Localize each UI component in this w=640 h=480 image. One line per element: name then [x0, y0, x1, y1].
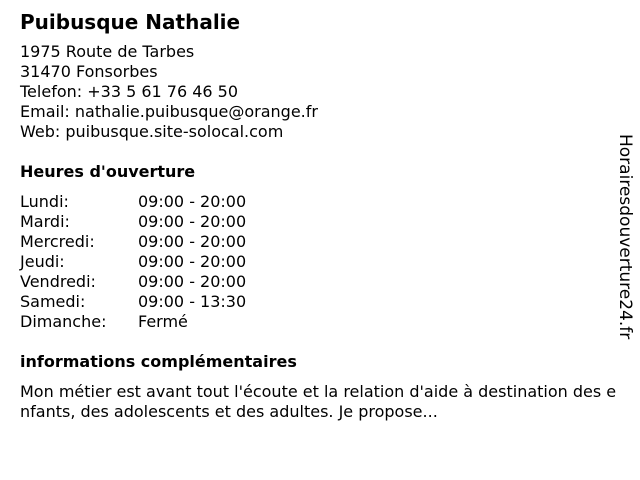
opening-hours-heading: Heures d'ouverture	[20, 162, 196, 181]
hours-row	[20, 252, 610, 272]
hours-time: 09:00 - 20:00	[138, 192, 247, 211]
additional-info-heading: informations complémentaires	[20, 352, 297, 371]
hours-day: Lundi:	[20, 192, 69, 211]
hours-row	[20, 272, 610, 292]
address-street: 1975 Route de Tarbes	[20, 42, 195, 61]
business-name: Puibusque Nathalie	[20, 10, 241, 34]
web-line: Web: puibusque.site-solocal.com	[20, 122, 284, 141]
hours-day: Dimanche:	[20, 312, 107, 331]
hours-time: Fermé	[138, 312, 188, 331]
hours-day: Mardi:	[20, 212, 70, 231]
hours-day: Mercredi:	[20, 232, 95, 251]
address-city: 31470 Fonsorbes	[20, 62, 158, 81]
hours-day: Jeudi:	[20, 252, 65, 271]
hours-row	[20, 192, 610, 212]
phone-line: Telefon: +33 5 61 76 46 50	[20, 82, 239, 101]
business-description: Mon métier est avant tout l'écoute et la relation d'aide à destination des enfants, des adolescents et des adultes. Je propose...	[20, 382, 617, 421]
hours-time: 09:00 - 20:00	[138, 232, 247, 251]
hours-row	[20, 312, 610, 332]
hours-row	[20, 232, 610, 252]
hours-time: 09:00 - 20:00	[138, 272, 247, 291]
hours-row	[20, 212, 610, 232]
hours-day: Vendredi:	[20, 272, 96, 291]
hours-time: 09:00 - 20:00	[138, 212, 247, 231]
hours-day: Samedi:	[20, 292, 86, 311]
hours-row	[20, 292, 610, 312]
hours-time: 09:00 - 20:00	[138, 252, 247, 271]
hours-time: 09:00 - 13:30	[138, 292, 247, 311]
site-brand-text: Horairesdouverture24.fr	[615, 134, 635, 340]
business-card	[20, 10, 617, 422]
email-line: Email: nathalie.puibusque@orange.fr	[20, 102, 318, 121]
